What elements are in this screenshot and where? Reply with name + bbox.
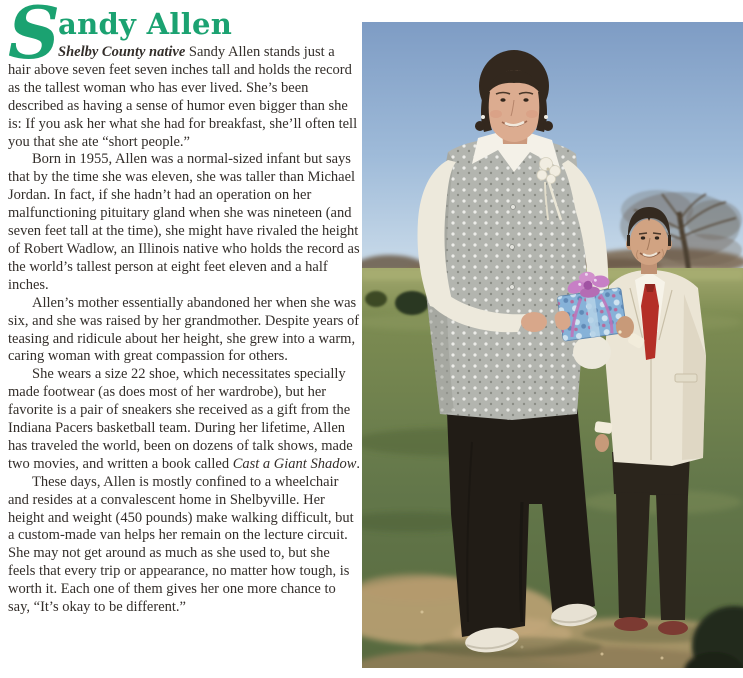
article-column <box>8 0 360 617</box>
man-shoe <box>614 617 648 631</box>
man-shoe <box>658 621 688 635</box>
book-title: Cast a Giant Shadow <box>232 455 357 472</box>
paragraph-1-text: Sandy Allen stands just a hair above seven feet seven inches tall and holds the record as the tallest woman who has ever lived. She’s been described as having a sense of humor even bigger than she is: If you ask her what she had for breakfast, she’ll often tell you that she ate “short people.” <box>8 44 358 150</box>
woman-right-hand <box>521 312 547 332</box>
paragraph-2: Born in 1955, Allen was a normal-sized infant but says that by the time she was eleven, she was taller than Michael Jordan. In fact, if she hadn’t had an operation on her malfunctioning pituitary gland when she was nineteen (and seven feet tall at the time), she might have rivaled the height of Robert Wadlow, an Illinois native who holds the record as the world’s tallest person at eight feet eleven and a half inches. <box>8 151 360 293</box>
paragraph-5: These days, Allen is mostly confined to a wheelchair and resides at a convalescent home in Shelbyville. Her height and weight (450 pounds) make walking difficult, but a custom-made van helps her remain on the lecture circuit. She may not get around as much as she used to, but she feels that every trip or appearance, no matter how tough, is worth it. Each one of them gives her one more chance to say, “It’s okay to be different.” <box>8 473 354 616</box>
paragraph-3: Allen’s mother essentially abandoned her when she was six, and she was raised by her grandmother. Despite years of teasing and ridicule about her height, she grew into a warm, caring woman with great compassion for others. <box>8 294 360 365</box>
lead-in-phrase: Shelby County native <box>58 44 186 60</box>
page-title <box>8 6 360 42</box>
photo-sandy-allen-and-man <box>362 22 743 668</box>
drop-cap-letter: S <box>8 0 60 75</box>
paragraph-4 <box>8 366 360 473</box>
paragraph-4-end: . <box>356 455 360 472</box>
page-title-text: andy Allen <box>58 7 233 41</box>
photo-illustration <box>362 22 743 668</box>
paragraph-1 <box>8 44 360 151</box>
paragraph-4-text: She wears a size 22 shoe, which necessitates specially made footwear (as does most of her wardrobe), but her favorite is a pair of sneakers she received as a gift from the Indiana Pacers basketball team. During her lifetime, Allen has traveled the world, been on dozens of talk shows, made two movies, and written a book called <box>8 366 353 472</box>
